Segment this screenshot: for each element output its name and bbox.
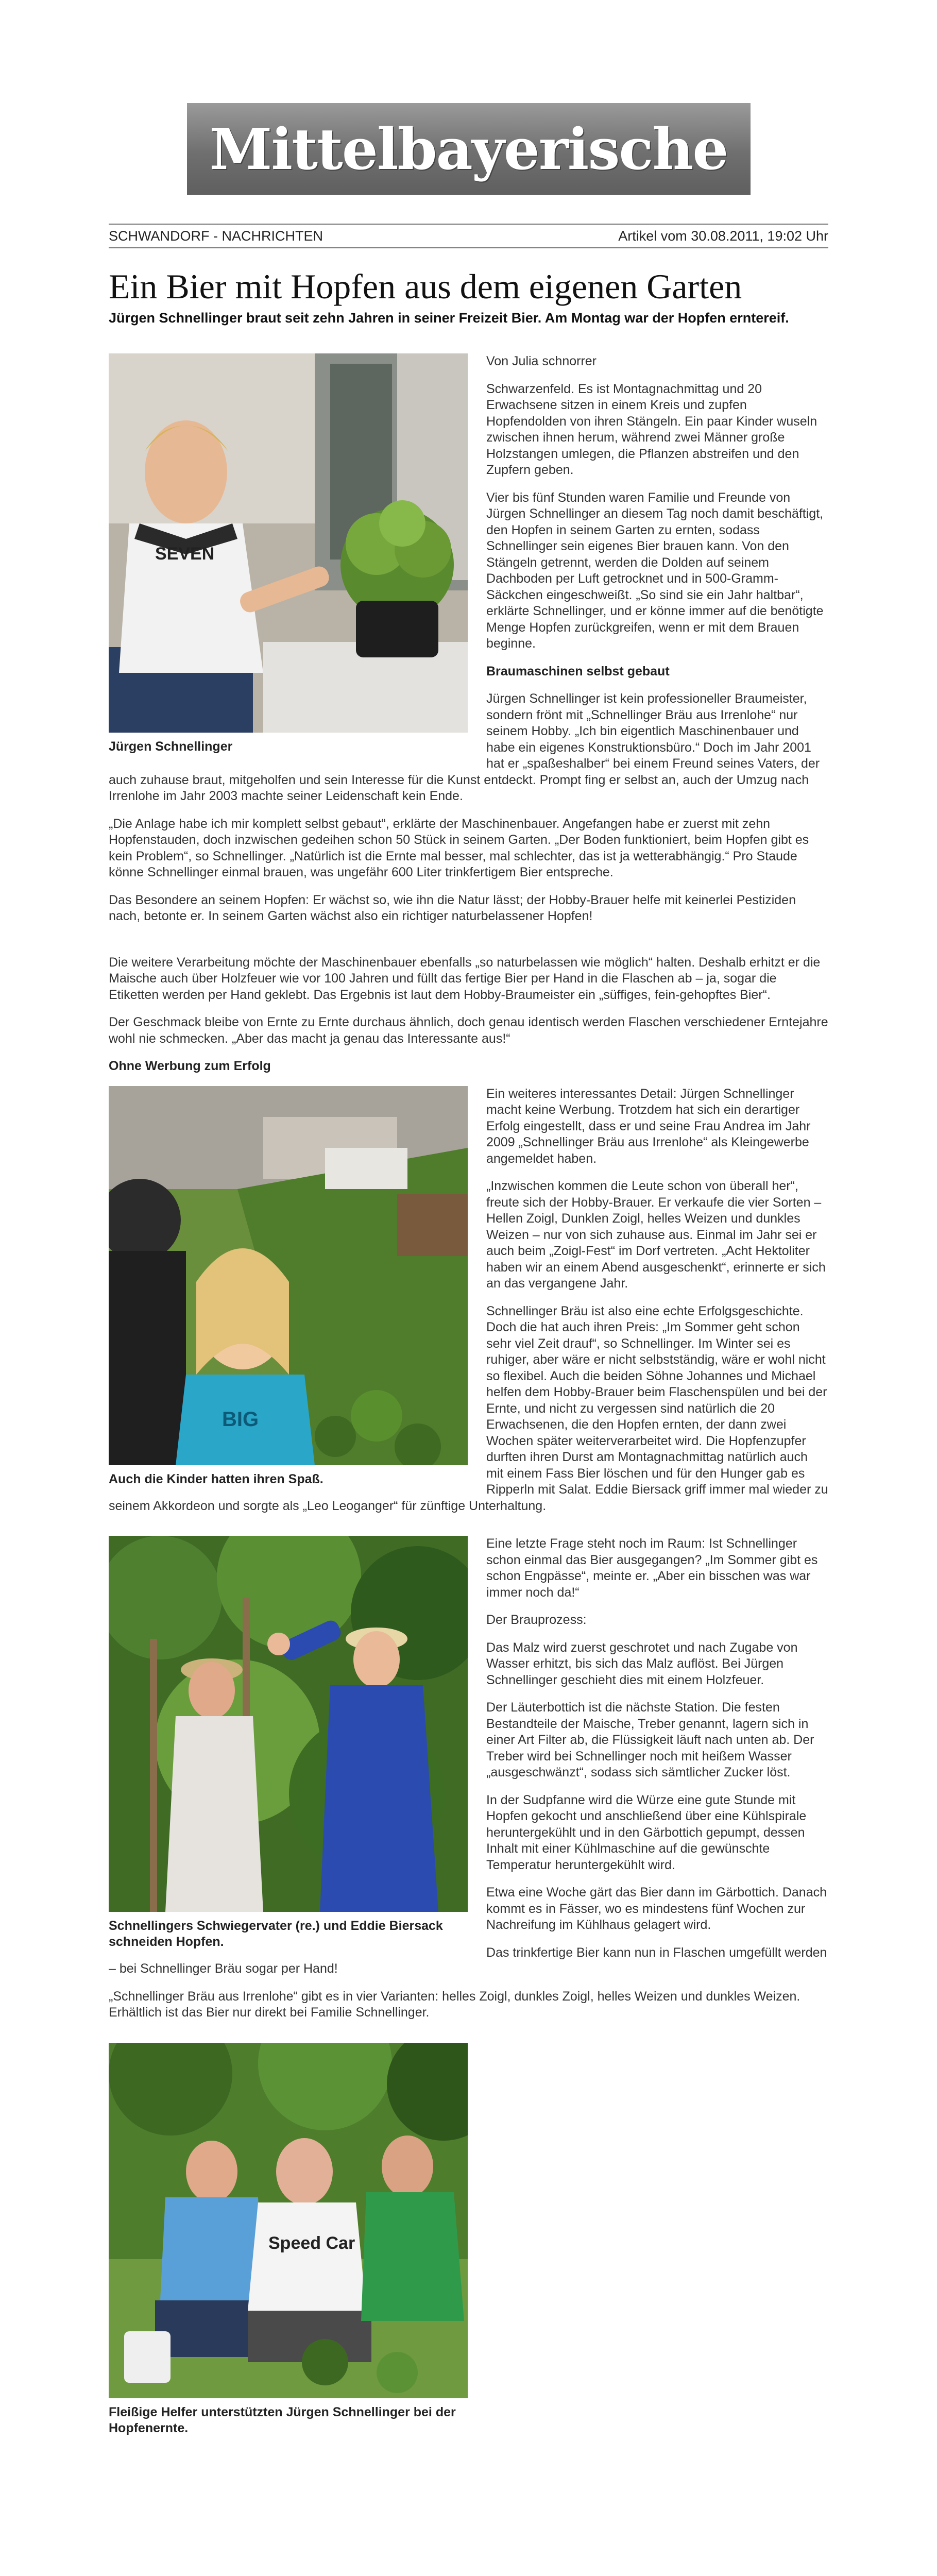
paragraph: Schwarzenfeld. Es ist Montagnachmittag und 20 Erwachsene sitzen in einem Kreis und zupfen Hopfendolden von ihren Stängeln. Ein paar Kinder wuseln zwischen ihnen herum, während zwei Männer große Holzstangen umlegen, die Pflanzen abstreifen und den Zupfern geben. <box>486 381 817 477</box>
figure-3 <box>109 1536 468 1950</box>
photo-hop-cutting[interactable] <box>109 1536 468 1912</box>
section-heading: Ohne Werbung zum Erfolg <box>109 1059 271 1073</box>
paragraph: Ein weiteres interessantes Detail: Jürgen Schnellinger macht keine Werbung. Trotzdem hat sich ein derartiger Erfolg eingestellt, dass er und seine Frau Andrea im Jahr 2009 „Schnellinger Bräu aus Irrenlohe“ als Kleingewerbe angemeldet haben. <box>486 1086 811 1166</box>
figure-3-caption: Schnellingers Schwiegervater (re.) und Eddie Biersack schneiden Hopfen. <box>109 1919 443 1949</box>
figure-1 <box>109 353 468 755</box>
spacer <box>109 2032 828 2043</box>
paragraph: Jürgen Schnellinger ist kein professioneller Braumeister, sondern frönt mit „Schnellinger Bräu aus Irrenlohe“ nur seinem Hobby. „Ich bin eigentlich Maschinenbauer und habe ein eigenes Konstruktionsbüro.“ Doch im Jahr 2001 hat er „spaßeshalber“ bei einem Freund seines Vaters, der auch zuhause braut, mitgeholfen und sein Interesse für die Kunst entdeckt. Prompt fing er selbst an, auch der Umzug nach Irrenlohe im Jahr 2003 machte seiner Leidenschaft kein Ende. <box>109 691 820 803</box>
byline: Von Julia schnorrer <box>486 354 597 368</box>
section-label: SCHWANDORF - NACHRICHTEN <box>109 228 323 244</box>
paragraph: „Inzwischen kommen die Leute schon von überall her“, freute sich der Hobby-Brauer. Er verkaufe die vier Sorten – Hellen Zoigl, Dunklen Zoigl, helles Weizen und dunkles Weizen – nur von sich zuhause aus. Einmal im Jahr sei er auch beim „Zoigl-Fest“ im Dorf vertreten. „Acht Hektoliter haben wir an einem Abend ausgeschenkt“, erinnerte er sich an das vergangene Jahr. <box>486 1179 826 1291</box>
photo-juergen-schnellinger[interactable] <box>109 353 468 733</box>
masthead-banner[interactable] <box>187 103 751 195</box>
paragraph: Eine letzte Frage steht noch im Raum: Ist Schnellinger schon einmal das Bier ausgegangen? „Im Sommer gibt es schon Engpässe“, meinte er. „Aber ein bisschen was war immer noch da!“ <box>486 1536 818 1600</box>
article-date: Artikel vom 30.08.2011, 19:02 Uhr <box>618 228 828 244</box>
paragraph: Etwa eine Woche gärt das Bier dann im Gärbottich. Danach kommt es in Fässer, wo es mindestens fünf Wochen zur Nachreifung im Kühlhaus gelagert wird. <box>486 1885 827 1932</box>
shirt-text: SEVEN <box>155 544 215 564</box>
article-body <box>109 353 828 2436</box>
photo-3-illustration <box>109 1536 468 1912</box>
paragraph: Der Geschmack bleibe von Ernte zu Ernte durchaus ähnlich, doch genau identisch werden Flaschen verschiedener Erntejahre wohl nie schmecken. „Aber das macht ja genau das Interessante aus!“ <box>109 1015 828 1046</box>
paragraph: Der Brauprozess: <box>486 1613 587 1627</box>
spacer <box>109 1526 828 1536</box>
paragraph: In der Sudpfanne wird die Würze eine gute Stunde mit Hopfen gekocht und anschließend über eine Kühlspirale heruntergekühlt und in den Gärbottich gepumpt, dessen Inhalt mit einer Kühlmaschine auf die gewünschte Temperatur heruntergekühlt wird. <box>486 1792 807 1872</box>
photo-4-illustration <box>109 2043 468 2398</box>
shirt-text: Speed Car <box>268 2233 355 2253</box>
paragraph: Schnellinger Bräu ist also eine echte Erfolgsgeschichte. Doch die hat auch ihren Preis: „Im Sommer geht schon sehr viel Zeit drauf“, so Schnellinger. Im Winter sei es ruhiger, aber wäre er nicht selbstständig, wäre er wohl nicht so flexibel. Auch die beiden Söhne Johannes und Michael helfen dem Hobby-Brauer beim Flaschenspülen und bei der Ernte, und nicht zu vergessen sind natürlich die 20 Erwachsenen, die den Hopfen ernten, der dann zwei Wochen später weiterverarbeitet wird. Die Hopfenzupfer durften ihren Durst am Montagnachmittag natürlich auch mit einem Fass Bier löschen und für den Hunger gab es Ripperln mit Salat. Eddie Biersack griff immer mal wieder zu seinem Akkordeon und sorgte als „Leo Leoganger“ für zünftige Unterhaltung. <box>109 1303 828 1513</box>
photo-1-illustration <box>109 353 468 733</box>
paragraph: Vier bis fünf Stunden waren Familie und Freunde von Jürgen Schnellinger an diesem Tag noch damit beschäftigt, den Hopfen in seinem Garten zu ernten, sodass Schnellinger sein eigenes Bier brauen kann. Von den Stängeln getrennt, werden die Dolden auf seinem Dachboden per Luft getrocknet und in 500-Gramm-Säckchen eingeschweißt. „So sind sie ein Jahr haltbar“, erklärte Schnellinger, und er könne immer auf die benötigte Menge Hopfen zurückgreifen, wenn er mit dem Brauen beginne. <box>486 490 824 651</box>
article-page <box>109 0 828 2447</box>
subheadline: Jürgen Schnellinger braut seit zehn Jahren in seiner Freizeit Bier. Am Montag war der Hopfen erntereif. <box>109 310 789 326</box>
paragraph: Das Besondere an seinem Hopfen: Er wächst so, wie ihn die Natur lässt; der Hobby-Brauer helfe mit keinerlei Pestiziden nach, betonte er. In seinem Garten wächst also ein richtiger naturbelassener Hopfen! <box>109 892 796 923</box>
headline: Ein Bier mit Hopfen aus dem eigenen Garten <box>109 267 742 306</box>
figure-1-caption: Jürgen Schnellinger <box>109 739 233 754</box>
paragraph: Das trinkfertige Bier kann nun in Flaschen umgefüllt werden – bei Schnellinger Bräu sogar per Hand! <box>109 1945 827 1976</box>
photo-helpers[interactable] <box>109 2043 468 2398</box>
meta-bar <box>109 224 828 248</box>
figure-4-caption: Fleißige Helfer unterstützten Jürgen Schnellinger bei der Hopfenernte. <box>109 2404 456 2435</box>
figure-4 <box>109 2043 468 2436</box>
spacer <box>109 936 828 955</box>
shirt-lettering: BIG <box>222 1408 259 1431</box>
photo-2-illustration <box>109 1086 468 1465</box>
paragraph: „Die Anlage habe ich mir komplett selbst gebaut“, erklärte der Maschinenbauer. Angefangen habe er zuerst mit zehn Hopfenstauden, doch inzwischen gedeihen schon 50 Stück in seinem Garten. „Der Boden funktioniert, beim Hopfen gibt es kein Problem“, so Schnellinger. „Natürlich ist die Ernte mal besser, mal schlechter, das ist ja wetterabhängig.“ Pro Staude könne Schnellinger einmal brauen, was ungefähr 600 Liter trinkfertigem Bier entspreche. <box>109 816 809 879</box>
figure-2 <box>109 1086 468 1487</box>
paragraph: Das Malz wird zuerst geschrotet und nach Zugabe von Wasser erhitzt, bis sich das Malz auflöst. Bei Jürgen Schnellinger geschieht dies mit einem Holzfeuer. <box>486 1640 798 1687</box>
photo-children[interactable] <box>109 1086 468 1465</box>
figure-2-caption: Auch die Kinder hatten ihren Spaß. <box>109 1471 323 1486</box>
paragraph: „Schnellinger Bräu aus Irrenlohe“ gibt es in vier Varianten: helles Zoigl, dunkles Zoigl, helles Weizen und dunkles Weizen. Erhältlich ist das Bier nur direkt bei Familie Schnellinger. <box>109 1989 800 2020</box>
paragraph: Die weitere Verarbeitung möchte der Maschinenbauer ebenfalls „so naturbelassen wie möglich“ halten. Deshalb erhitzt er die Maische auch über Holzfeuer wie vor 100 Jahren und füllt das fertige Bier per Hand in die Flaschen ab – ja, sogar die Etiketten werden per Hand geklebt. Das Ergebnis ist laut dem Hobby-Braumeister ein „süffiges, fein-gehopftes Bier“. <box>109 955 821 1002</box>
paragraph: Der Läuterbottich ist die nächste Station. Die festen Bestandteile der Maische, Treber genannt, lagern sich in einer Art Filter ab, die Flüssigkeit läuft nach unten ab. Der Treber wird bei Schnellinger noch mit heißem Wasser „ausgeschwänzt“, sodass sich sämtlicher Zucker löst. <box>486 1700 814 1780</box>
section-heading: Braumaschinen selbst gebaut <box>486 664 670 679</box>
masthead-logo[interactable]: Mittelbayerische <box>209 115 728 182</box>
